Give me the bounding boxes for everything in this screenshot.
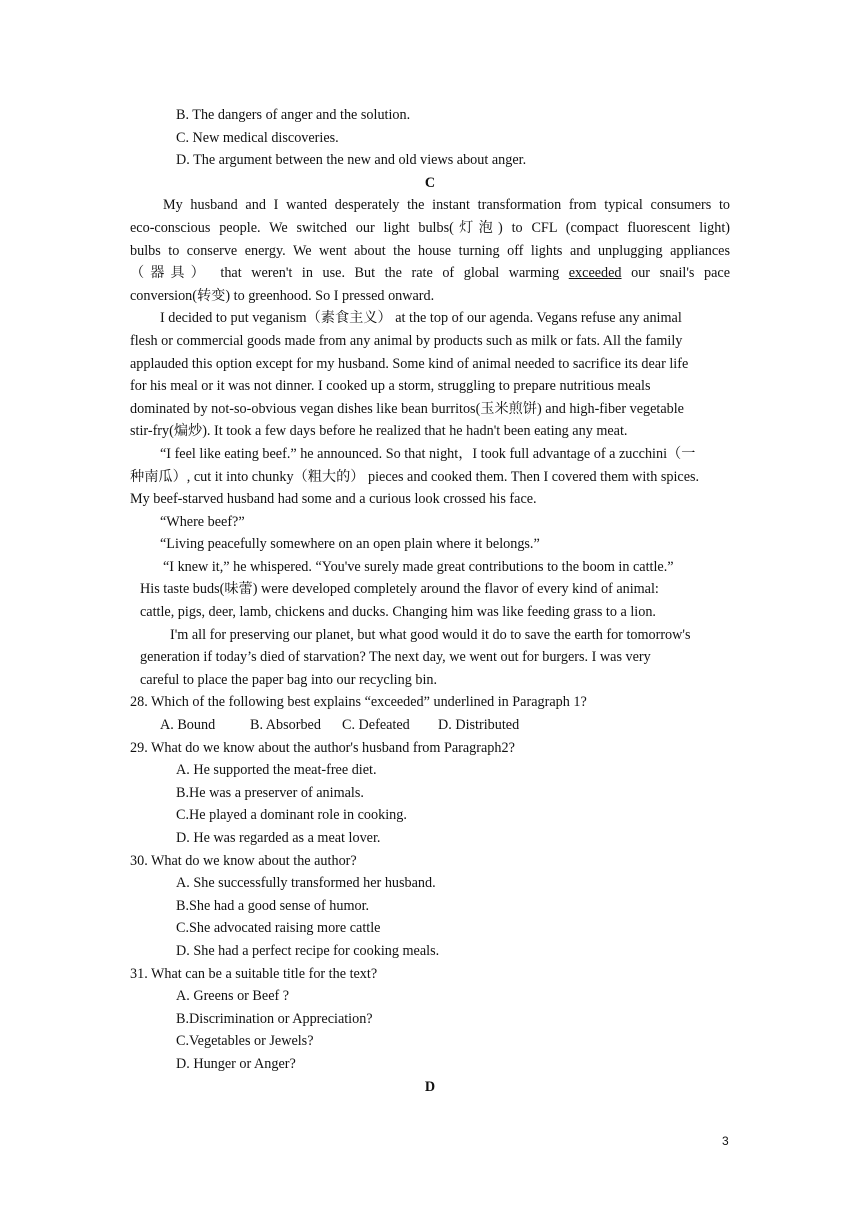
para3-line3: My beef-starved husband had some and a curious look crossed his face. bbox=[130, 491, 537, 508]
q30-option-b: B.She had a good sense of humor. bbox=[176, 897, 370, 914]
question-31-stem: 31. What can be a suitable title for the text? bbox=[130, 965, 378, 982]
para1-line3: bulbs to conserve energy. We went about the house turning off lights and unplugging appliances bbox=[130, 242, 730, 259]
q28-option-b: B. Absorbed bbox=[250, 717, 321, 734]
prev-option-d: D. The argument between the new and old views about anger. bbox=[176, 152, 527, 169]
q30-option-d: D. She had a perfect recipe for cooking meals. bbox=[176, 942, 440, 959]
para1-line2: eco-conscious people. We switched our light bulbs(灯泡) to CFL (compact fluorescent light) bbox=[130, 219, 730, 236]
question-28-stem: 28. Which of the following best explains “exceeded” underlined in Paragraph 1? bbox=[130, 694, 587, 711]
q28-option-a: A. Bound bbox=[160, 717, 216, 734]
para2-line1: I decided to put veganism（素食主义） at the top of our agenda. Vegans refuse any animal bbox=[160, 310, 682, 327]
q31-option-a: A. Greens or Beef ? bbox=[176, 988, 290, 1005]
q31-option-d: D. Hunger or Anger? bbox=[176, 1055, 296, 1072]
section-c-heading: C bbox=[424, 174, 436, 191]
q29-option-a: A. He supported the meat-free diet. bbox=[176, 762, 377, 779]
q29-option-d: D. He was regarded as a meat lover. bbox=[176, 830, 381, 846]
page-number: 3 bbox=[722, 1134, 729, 1148]
q28-option-c: C. Defeated bbox=[342, 717, 410, 734]
para1-line5: conversion(转变) to greenhood. So I pressed onward. bbox=[130, 287, 435, 304]
prev-option-b: B. The dangers of anger and the solution. bbox=[176, 107, 411, 123]
para2-line6: stir-fry(煸炒). It took a few days before he realized that he hadn't been eating any meat. bbox=[130, 423, 628, 440]
para5-line2: generation if today’s died of starvation? The next day, we went out for burgers. I was very bbox=[140, 649, 651, 666]
q30-option-a: A. She successfully transformed her husband. bbox=[176, 875, 436, 892]
document-page bbox=[130, 104, 730, 1098]
q28-option-d: D. Distributed bbox=[438, 717, 520, 734]
para1-line1: My husband and I wanted desperately the instant transformation from typical consumers to bbox=[163, 197, 730, 214]
question-29-stem: 29. What do we know about the author's husband from Paragraph2? bbox=[130, 739, 515, 756]
para4-line1: “I knew it,” he whispered. “You've surely made great contributions to the boom in cattle.” bbox=[163, 558, 674, 575]
question-28-options bbox=[130, 714, 730, 737]
underlined-word-exceeded: exceeded bbox=[568, 265, 622, 282]
q31-option-c: C.Vegetables or Jewels? bbox=[176, 1033, 314, 1050]
para2-line2: flesh or commercial goods made from any animal by products such as milk or fats. All the family bbox=[130, 332, 683, 349]
para3-line1: “I feel like eating beef.” he announced. So that night，I took full advantage of a zucchini（一 bbox=[160, 445, 696, 462]
para4-line2: His taste buds(味蕾) were developed completely around the flavor of every kind of animal: bbox=[140, 581, 659, 598]
question-30-stem: 30. What do we know about the author? bbox=[130, 852, 357, 869]
prev-option-c: C. New medical discoveries. bbox=[176, 129, 339, 146]
q31-option-b: B.Discrimination or Appreciation? bbox=[176, 1010, 373, 1027]
dialog-where-beef: “Where beef?” bbox=[160, 513, 245, 530]
section-d-heading: D bbox=[424, 1078, 436, 1095]
para2-line4: for his meal or it was not dinner. I cooked up a storm, struggling to prepare nutritious meals bbox=[130, 378, 651, 395]
para5-line3: careful to place the paper bag into our recycling bin. bbox=[140, 671, 438, 688]
para2-line3: applauded this option except for my husband. Some kind of animal needed to sacrifice its dear life bbox=[130, 355, 689, 372]
q30-option-c: C.She advocated raising more cattle bbox=[176, 920, 381, 937]
q29-option-c: C.He played a dominant role in cooking. bbox=[176, 807, 407, 824]
para4-line3: cattle, pigs, deer, lamb, chickens and ducks. Changing him was like feeding grass to a lion. bbox=[140, 604, 656, 621]
para3-line2: 种南瓜）, cut it into chunky（粗大的） pieces and cooked them. Then I covered them with spices. bbox=[130, 468, 700, 485]
para2-line5: dominated by not-so-obvious vegan dishes like bean burritos(玉米煎饼) and high-fiber vegetable bbox=[130, 400, 684, 417]
para1-line4-end: our snail's pace bbox=[621, 265, 730, 282]
para1-line4-start: （器具） that weren't in use. But the rate of global warming bbox=[130, 265, 569, 282]
para5-line1: I'm all for preserving our planet, but what good would it do to save the earth for tomorrow's bbox=[170, 626, 691, 643]
para1-line4 bbox=[130, 262, 730, 285]
dialog-living-peacefully: “Living peacefully somewhere on an open plain where it belongs.” bbox=[160, 536, 540, 553]
q29-option-b: B.He was a preserver of animals. bbox=[176, 784, 364, 801]
